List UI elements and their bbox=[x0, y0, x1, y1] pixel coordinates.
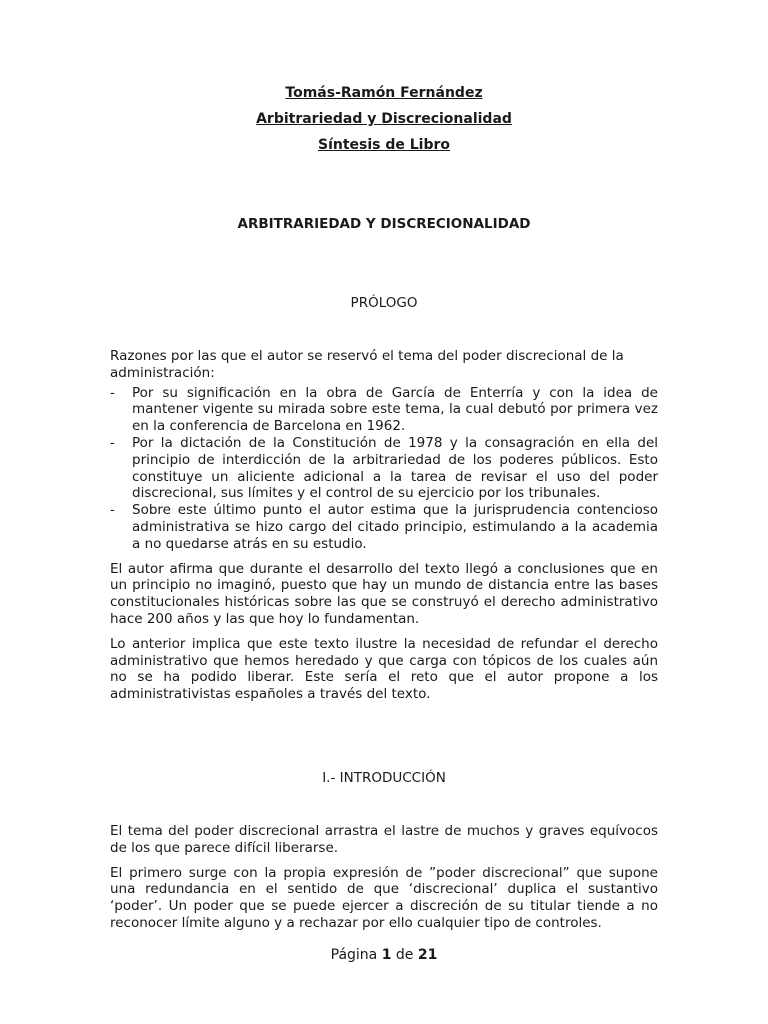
total-pages: 21 bbox=[417, 947, 438, 963]
introduction-body bbox=[110, 823, 658, 932]
prologue-intro: Razones por las que el autor se reservó el tema del poder discrecional de la administración: bbox=[110, 348, 624, 381]
list-item bbox=[110, 385, 658, 435]
bullet-dash: - bbox=[110, 502, 115, 519]
page-label: Página bbox=[330, 947, 378, 963]
bullet-dash: - bbox=[110, 434, 115, 451]
list-item bbox=[110, 502, 658, 552]
prologue-body bbox=[110, 348, 658, 703]
prologue-paragraph: El autor afirma que durante el desarrollo del texto llegó a conclusiones que en un principio no imaginó, puesto que hay un mundo de distancia entre las bases constitucionales históricas sobre las que se construyó el derecho administrativo hace 200 años y las que hoy lo fundamentan. bbox=[110, 560, 658, 627]
list-item-text: Sobre este último punto el autor estima que la jurisprudencia contencioso administrativa se hizo cargo del citado principio, estimulando a la academia a no quedarse atrás en su estudio. bbox=[132, 502, 658, 552]
introduction-paragraph: El primero surge con la propia expresión de ”poder discrecional” que supone una redundancia en el sentido de que ‘discrecional’ duplica el sustantivo ‘poder’. Un poder que se puede ejercer a discreción de su titular tiende a no reconocer límite alguno y a rechazar por ello cualquier tipo de controles. bbox=[110, 864, 658, 931]
introduction-heading: I.- INTRODUCCIÓN bbox=[322, 770, 446, 786]
introduction-paragraph: El tema del poder discrecional arrastra el lastre de muchos y graves equívocos de los que parece difícil liberarse. bbox=[110, 823, 658, 856]
prologue-heading: PRÓLOGO bbox=[350, 295, 418, 311]
prologue-paragraph: Lo anterior implica que este texto ilustre la necesidad de refundar el derecho administrativo que hemos heredado y que carga con tópicos de los cuales aún no se ha podido liberar. Este sería el reto que el autor propone a los administrativistas españoles a través del texto. bbox=[110, 635, 658, 703]
list-item-text: Por su significación en la obra de García de Enterría y con la idea de mantener vigente su mirada sobre este tema, la cual debutó por primera vez en la conferencia de Barcelona en 1962. bbox=[132, 384, 658, 435]
list-item-text: Por la dictación de la Constitución de 1978 y la consagración en ella del principio de interdicción de la arbitrariedad de los poderes públicos. Esto constituye un aliciente adicional a la tarea de revisar el uso del poder discrecional, sus límites y el control de su ejercicio por los tribunales. bbox=[132, 434, 658, 502]
book-title: Arbitrariedad y Discrecionalidad bbox=[256, 111, 512, 127]
of-label: de bbox=[395, 947, 414, 963]
page-footer bbox=[0, 946, 768, 964]
book-subtitle: Síntesis de Libro bbox=[317, 137, 451, 153]
reasons-list bbox=[110, 385, 658, 553]
current-page-number: 1 bbox=[381, 947, 392, 963]
main-title: ARBITRARIEDAD Y DISCRECIONALIDAD bbox=[237, 216, 531, 232]
bullet-dash: - bbox=[110, 384, 115, 401]
author-name: Tomás-Ramón Fernández bbox=[285, 85, 483, 101]
list-item bbox=[110, 435, 658, 502]
